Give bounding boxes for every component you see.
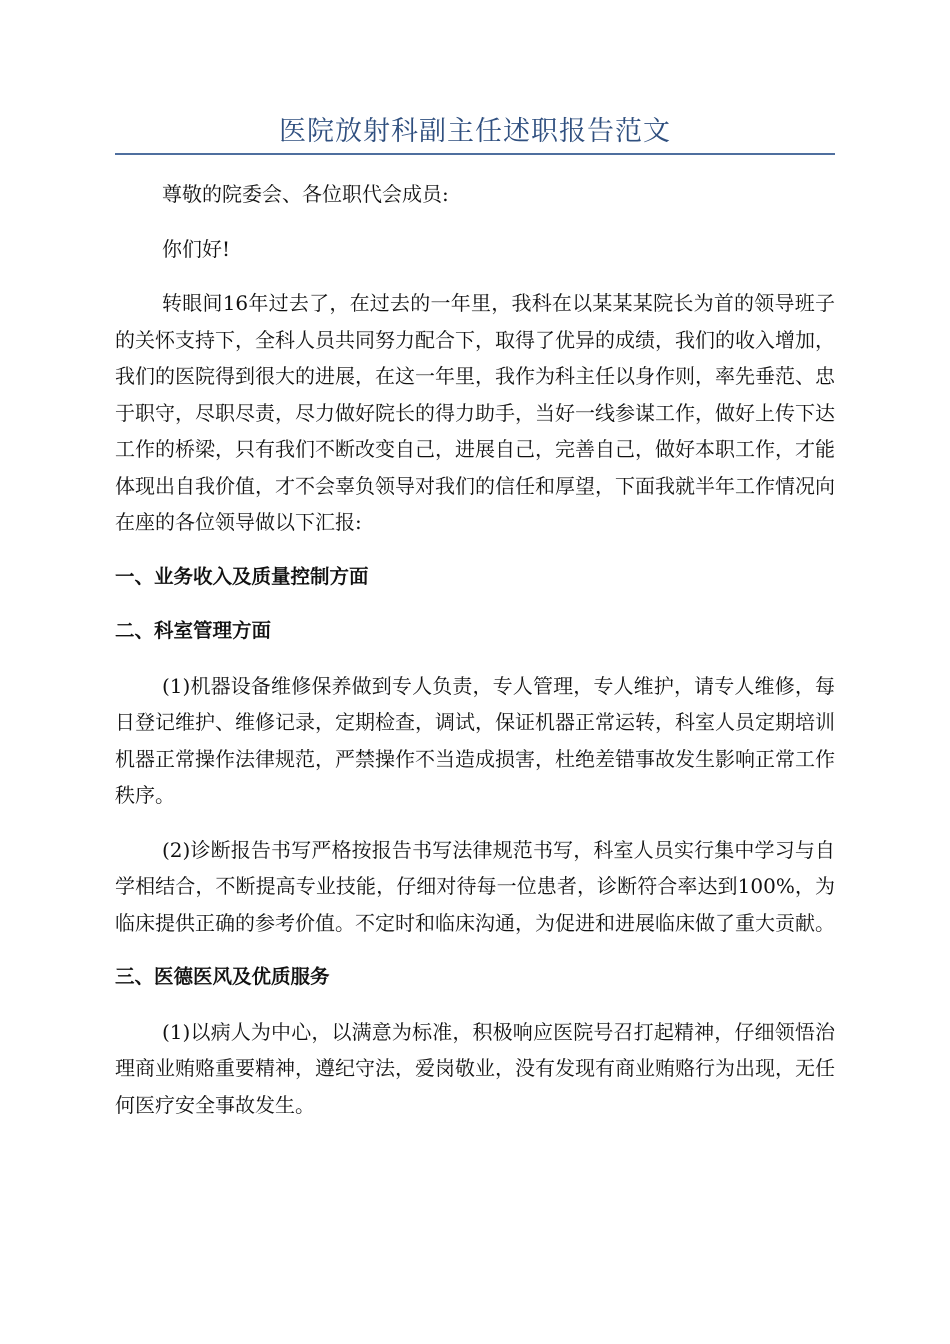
document-body — [115, 176, 835, 1141]
section3-paragraph-1: (1)以病人为中心，以满意为标准，积极响应医院号召打起精神，仔细领悟治理商业贿赂重要精神，遵纪守法，爱岗敬业，没有发现有商业贿赂行为出现，无任何医疗安全事故发生。 — [115, 1019, 835, 1117]
intro-paragraph: 转眼间16年过去了，在过去的一年里，我科在以某某某院长为首的领导班子的关怀支持下，全科人员共同努力配合下，取得了优异的成绩，我们的收入增加，我们的医院得到很大的进展，在这一年里，我作为科主任以身作则，率先垂范、忠于职守，尽职尽责，尽力做好院长的得力助手，当好一线参谋工作，做好上传下达工作的桥梁，只有我们不断改变自己，进展自己，完善自己，做好本职工作，才能体现出自我价值，才不会辜负领导对我们的信任和厚望，下面我就半年工作情况向在座的各位领导做以下汇报: — [115, 291, 835, 534]
section-heading-2: 二、科室管理方面 — [115, 619, 272, 642]
title-underline — [115, 153, 835, 155]
salutation: 尊敬的院委会、各位职代会成员: — [162, 182, 449, 206]
section-heading-3: 三、医德医风及优质服务 — [115, 965, 330, 988]
document-title: 医院放射科副主任述职报告范文 — [279, 116, 671, 147]
greeting: 你们好! — [162, 236, 231, 261]
section-heading-1: 一、业务收入及质量控制方面 — [115, 564, 369, 588]
section2-paragraph-1: (1)机器设备维修保养做到专人负责，专人管理，专人维护，请专人维修，每日登记维护、维修记录，定期检查，调试，保证机器正常运转，科室人员定期培训机器正常操作法律规范，严禁操作不当造成损害，杜绝差错事故发生影响正常工作秩序。 — [115, 673, 835, 807]
section2-paragraph-2: (2)诊断报告书写严格按报告书写法律规范书写，科室人员实行集中学习与自学相结合，不断提高专业技能，仔细对待每一位患者，诊断符合率达到100%，为临床提供正确的参考价值。不定时和临床沟通，为促进和进展临床做了重大贡献。 — [115, 837, 835, 935]
